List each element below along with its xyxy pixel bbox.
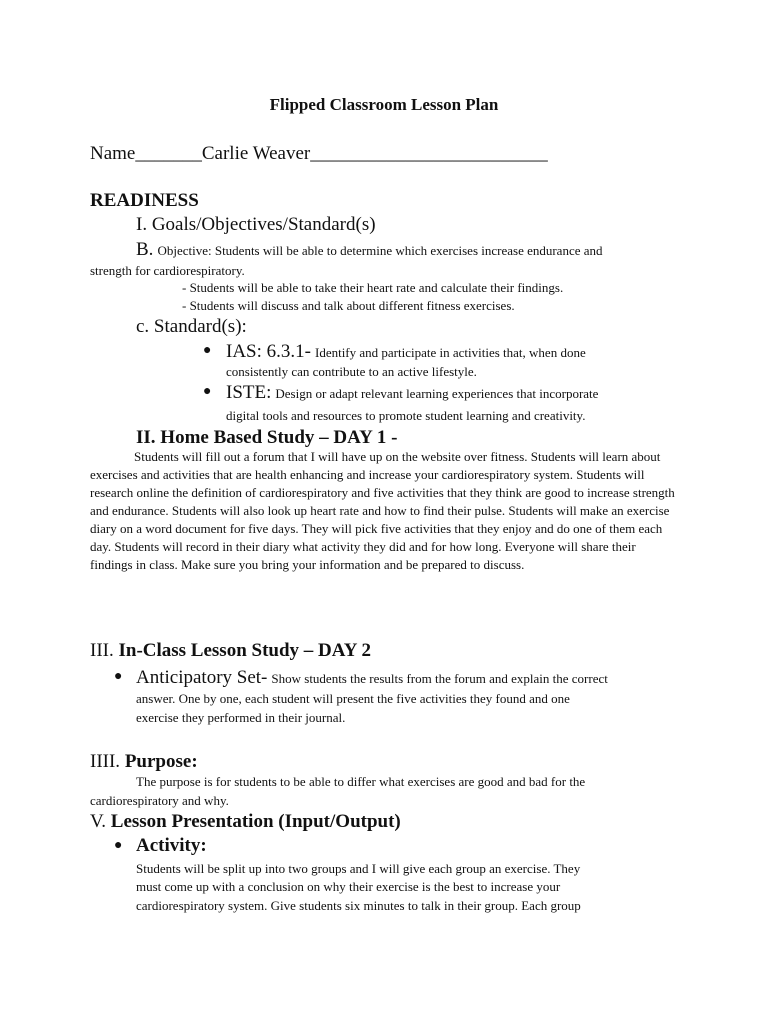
activity-body-1: Students will be split up into two groups and I will give each group an exercise. They: [136, 861, 581, 876]
anticipatory-continued-2: exercise they performed in their journal.: [136, 710, 346, 725]
home-study-body: Students will fill out a forum that I will have up on the website over fitness. Students will learn about exercises and activities that are health enhancing and increase your cardiorespiratory system. Students will research online the definition of cardiorespiratory and five activities that they think are good to increase strength and endurance. Students will also look up heart rate and how to find their pulse. Students will make an exercise diary on a word document for five days. They will pick five activities that they enjoy and do one of them each day. Students will record in their diary what activity they did and for how long. Everyone will share their findings in class. Make sure you bring your information and be prepared to discuss.: [90, 449, 675, 572]
bullet-icon: ●: [114, 669, 123, 684]
name-line: Name_______Carlie Weaver_________________________: [90, 143, 548, 164]
lesson-number: V.: [90, 811, 107, 832]
lesson-heading-line: [90, 811, 401, 833]
anticipatory-line: [136, 667, 608, 689]
bullet-icon: ●: [203, 343, 212, 358]
activity-body-3: cardiorespiratory system. Give students six minutes to talk in their group. Each group: [136, 898, 581, 913]
iste-text: Design or adapt relevant learning experiences that incorporate: [275, 386, 599, 401]
in-class-heading: In-Class Lesson Study – DAY 2: [118, 640, 372, 661]
purpose-body-1: The purpose is for students to be able to differ what exercises are good and bad for the: [136, 774, 586, 789]
in-class-number: III.: [90, 640, 114, 661]
bullet-icon: ●: [114, 838, 123, 853]
objective-sub-2: - Students will discuss and talk about different fitness exercises.: [182, 298, 515, 313]
purpose-heading-line: [90, 751, 198, 773]
goals-heading: I. Goals/Objectives/Standard(s): [136, 214, 376, 235]
anticipatory-label: Anticipatory Set-: [136, 667, 268, 688]
iste-line: [226, 382, 598, 404]
ias-label: IAS: 6.3.1-: [226, 341, 311, 362]
objective-text: Objective: Students will be able to determine which exercises increase endurance and: [157, 243, 603, 258]
lesson-heading: Lesson Presentation (Input/Output): [110, 811, 401, 832]
ias-line: [226, 341, 586, 363]
objective-line: [136, 239, 603, 261]
ias-text: Identify and participate in activities that, when done: [314, 345, 586, 360]
activity-label: Activity:: [136, 835, 207, 856]
activity-body-2: must come up with a conclusion on why their exercise is the best to increase your: [136, 879, 561, 894]
readiness-heading: READINESS: [90, 190, 199, 211]
bullet-icon: ●: [203, 384, 212, 399]
home-study-heading: II. Home Based Study – DAY 1 -: [136, 427, 398, 448]
purpose-body-2: cardiorespiratory and why.: [90, 793, 229, 808]
purpose-number: IIII.: [90, 751, 121, 772]
iste-continued: digital tools and resources to promote student learning and creativity.: [226, 408, 586, 423]
anticipatory-text: Show students the results from the forum and explain the correct: [271, 671, 608, 686]
standards-heading: c. Standard(s):: [136, 316, 247, 337]
objective-continued: strength for cardiorespiratory.: [90, 263, 245, 278]
iste-label: ISTE:: [226, 382, 272, 403]
ias-continued: consistently can contribute to an active lifestyle.: [226, 364, 477, 379]
document-title: Flipped Classroom Lesson Plan: [269, 95, 499, 114]
purpose-heading: Purpose:: [124, 751, 198, 772]
in-class-heading-line: [90, 640, 371, 662]
anticipatory-continued-1: answer. One by one, each student will present the five activities they found and one: [136, 691, 570, 706]
objective-letter: B.: [136, 239, 154, 260]
objective-sub-1: - Students will be able to take their heart rate and calculate their findings.: [182, 280, 564, 295]
